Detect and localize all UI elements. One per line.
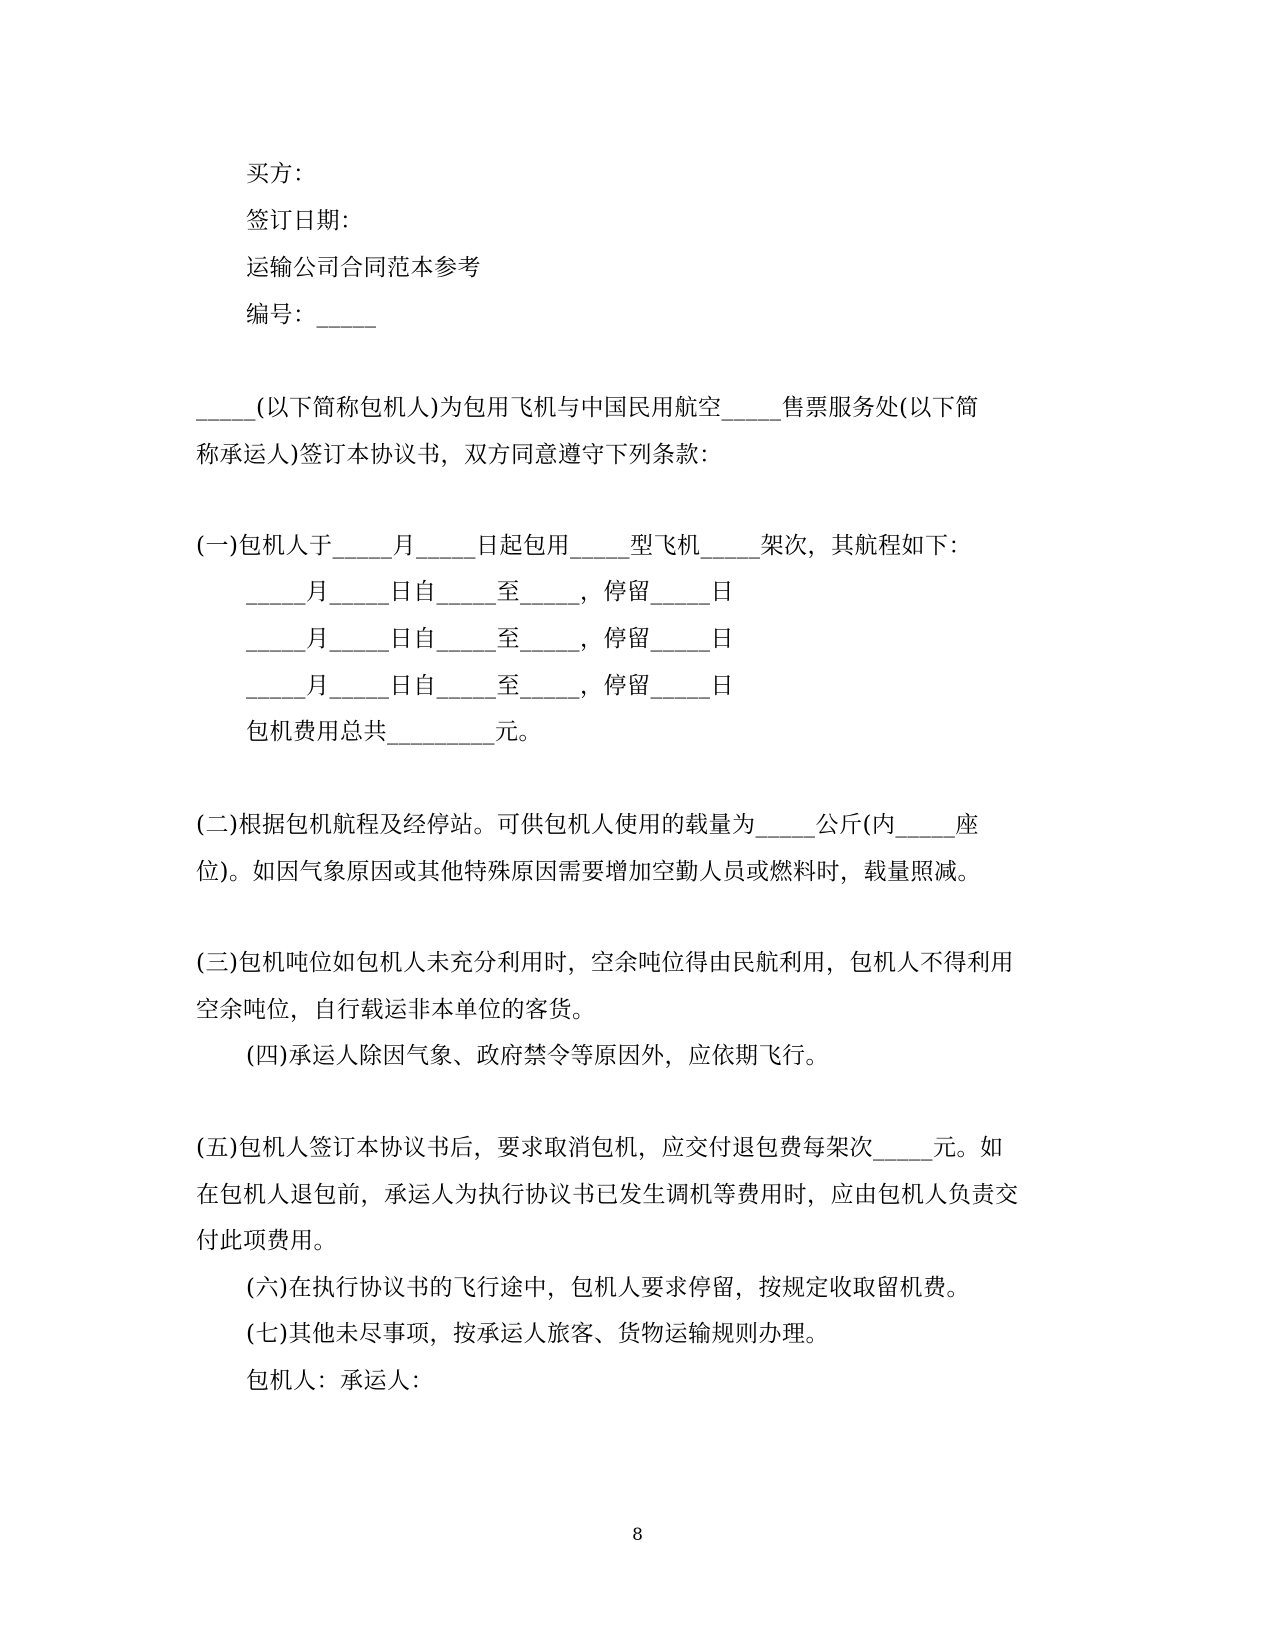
- sign-date-line: 签订日期：: [246, 208, 364, 234]
- buyer-line: 买方：: [246, 161, 317, 187]
- clause-5-line-1: (五)包机人签订本协议书后，要求取消包机，应交付退包费每架次_____元。如: [196, 1135, 1004, 1161]
- clause-7: (七)其他未尽事项，按承运人旅客、货物运输规则办理。: [246, 1321, 829, 1347]
- page-number: 8: [632, 1525, 643, 1545]
- clause-5-line-3: 付此项费用。: [196, 1228, 337, 1254]
- intro-line-1: _____(以下简称包机人)为包用飞机与中国民用航空_____售票服务处(以下简: [196, 395, 979, 421]
- clause-4: (四)承运人除因气象、政府禁令等原因外，应依期飞行。: [246, 1043, 829, 1069]
- clause-1-leg-1: _____月_____日自_____至_____，停留_____日: [246, 579, 734, 605]
- signature-line: 包机人：承运人：: [246, 1368, 434, 1394]
- clause-2-line-2: 位)。如因气象原因或其他特殊原因需要增加空勤人员或燃料时，载量照减。: [196, 859, 981, 885]
- clause-5-line-2: 在包机人退包前，承运人为执行协议书已发生调机等费用时，应由包机人负责交: [196, 1182, 1019, 1208]
- clause-3-line-1: (三)包机吨位如包机人未充分利用时，空余吨位得由民航利用，包机人不得利用: [196, 950, 1014, 976]
- clause-1-heading: (一)包机人于_____月_____日起包用_____型飞机_____架次，其航程如下：: [196, 533, 972, 559]
- clause-6: (六)在执行协议书的飞行途中，包机人要求停留，按规定收取留机费。: [246, 1275, 970, 1301]
- document-number: 编号：_____: [246, 302, 377, 328]
- clause-2-line-1: (二)根据包机航程及经停站。可供包机人使用的载量为_____公斤(内_____座: [196, 812, 979, 838]
- intro-line-2: 称承运人)签订本协议书，双方同意遵守下列条款：: [196, 442, 723, 468]
- clause-1-leg-3: _____月_____日自_____至_____，停留_____日: [246, 673, 734, 699]
- clause-1-total: 包机费用总共_________元。: [246, 719, 542, 745]
- clause-3-line-2: 空余吨位，自行载运非本单位的客货。: [196, 997, 596, 1023]
- clause-1-leg-2: _____月_____日自_____至_____，停留_____日: [246, 626, 734, 652]
- document-title: 运输公司合同范本参考: [246, 255, 481, 281]
